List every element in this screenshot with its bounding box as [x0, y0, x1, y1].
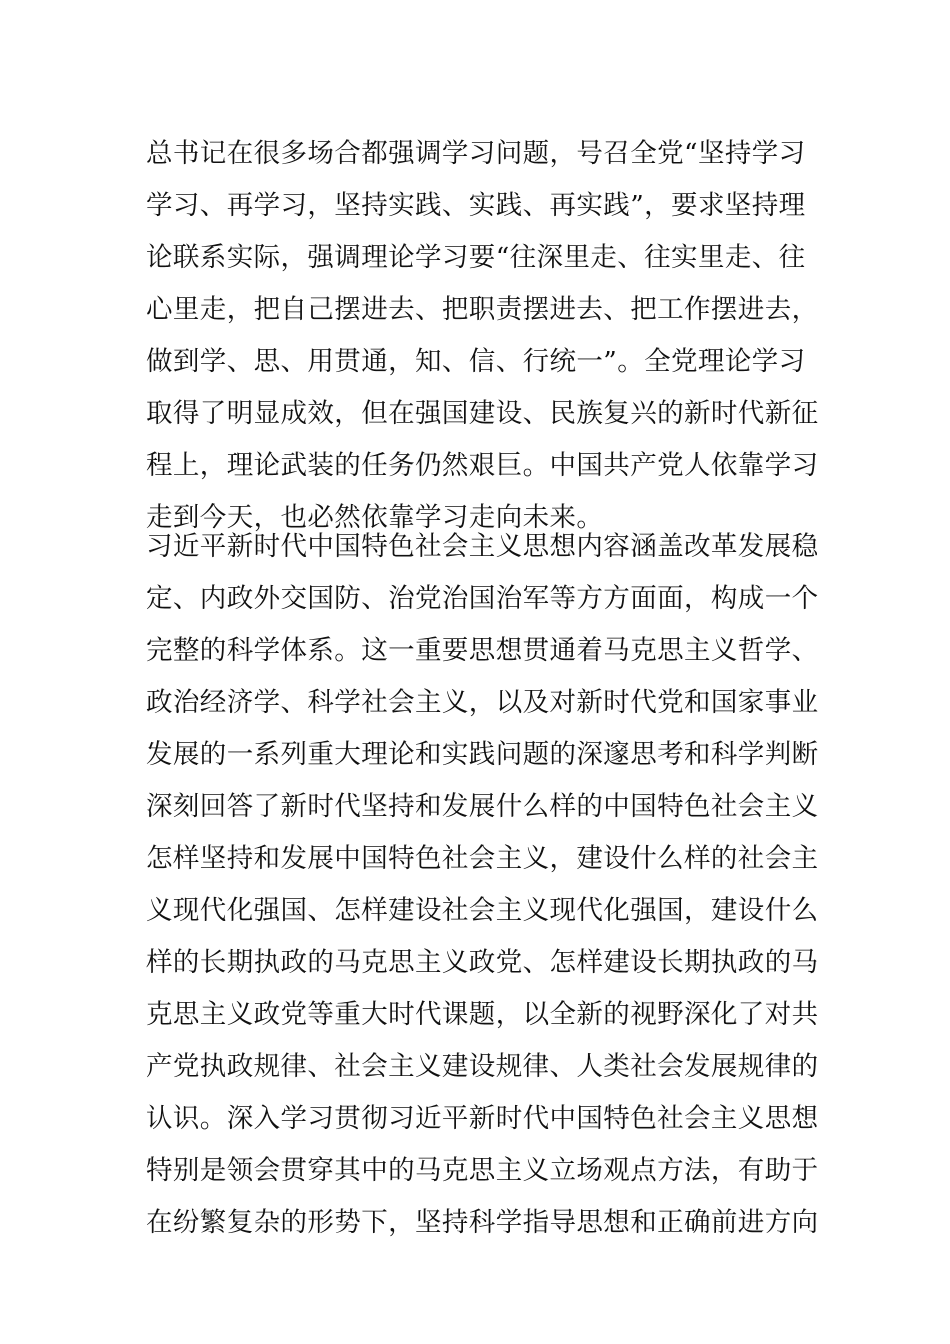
text-line: 政治经济学、科学社会主义，以及对新时代党和国家事业: [146, 687, 819, 718]
text-line: 程上，理论武装的任务仍然艰巨。中国共产党人依靠学习: [146, 450, 819, 481]
text-line: 习近平新时代中国特色社会主义思想内容涵盖改革发展稳: [146, 531, 819, 562]
text-line: 发展的一系列重大理论和实践问题的深邃思考和科学判断: [146, 739, 819, 770]
text-line: 特别是领会贯穿其中的马克思主义立场观点方法，有助于: [146, 1155, 819, 1186]
text-line: 学习、再学习，坚持实践、实践、再实践”，要求坚持理: [146, 190, 806, 221]
text-line: 定、内政外交国防、治党治国治军等方方面面，构成一个: [146, 583, 819, 614]
text-line: 义现代化强国、怎样建设社会主义现代化强国，建设什么: [146, 895, 819, 926]
text-line: 总书记在很多场合都强调学习问题，号召全党“坚持学习: [146, 138, 806, 169]
paragraph-1: [146, 128, 819, 544]
text-line: 样的长期执政的马克思主义政党、怎样建设长期执政的马: [146, 947, 819, 978]
text-line: 走到今天，也必然依靠学习走向未来。: [146, 502, 604, 533]
text-line: 认识。深入学习贯彻习近平新时代中国特色社会主义思想: [146, 1103, 819, 1134]
text-line: 心里走，把自己摆进去、把职责摆进去、把工作摆进去，: [146, 294, 819, 325]
text-line: 论联系实际，强调理论学习要“往深里走、往实里走、往: [146, 242, 806, 273]
text-line: 深刻回答了新时代坚持和发展什么样的中国特色社会主义: [146, 791, 819, 822]
text-line: 产党执政规律、社会主义建设规律、人类社会发展规律的: [146, 1051, 819, 1082]
text-line: 取得了明显成效，但在强国建设、民族复兴的新时代新征: [146, 398, 819, 429]
text-line: 完整的科学体系。这一重要思想贯通着马克思主义哲学、: [146, 635, 819, 666]
text-line: 在纷繁复杂的形势下，坚持科学指导思想和正确前进方向: [146, 1207, 819, 1238]
paragraph-2: [146, 521, 819, 1249]
text-line: 做到学、思、用贯通，知、信、行统一”。全党理论学习: [146, 346, 806, 377]
text-line: 怎样坚持和发展中国特色社会主义，建设什么样的社会主: [146, 843, 819, 874]
text-line: 克思主义政党等重大时代课题，以全新的视野深化了对共: [146, 999, 819, 1030]
